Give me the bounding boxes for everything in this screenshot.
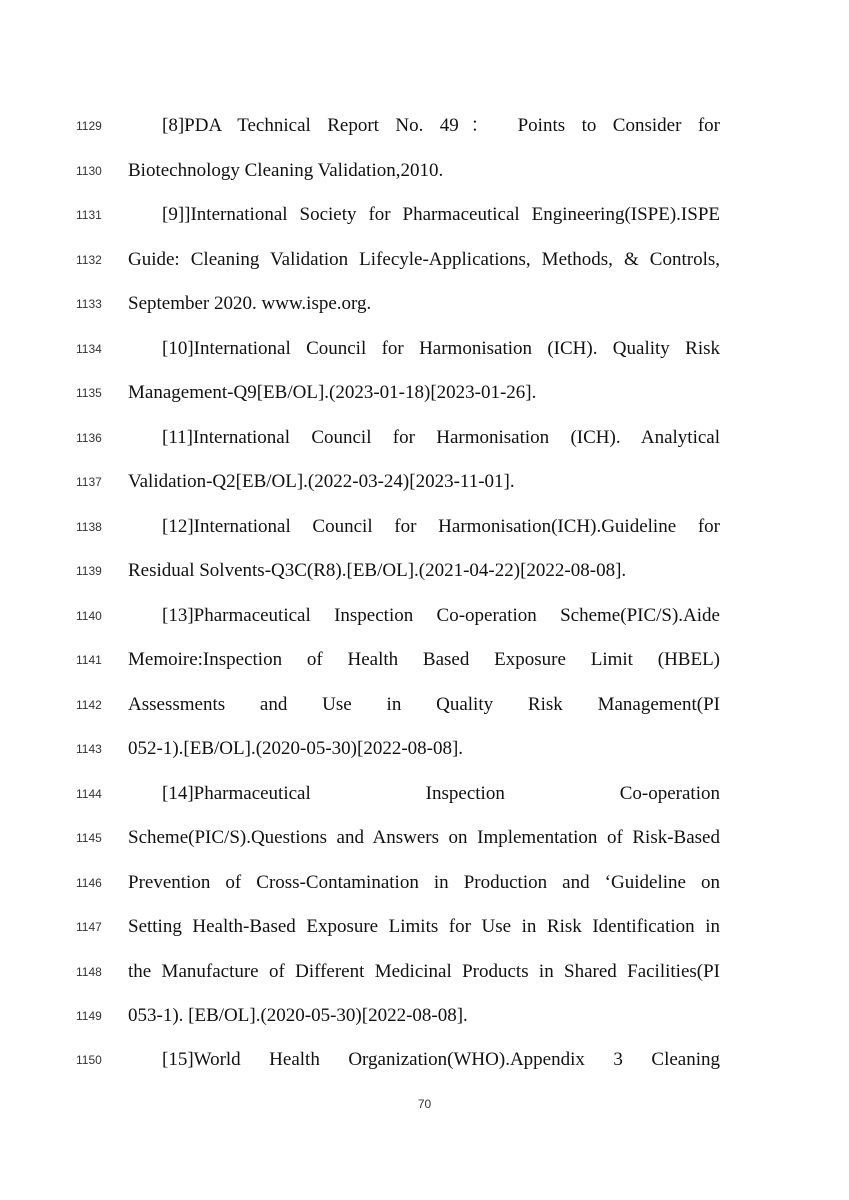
line-text: [10]International Council for Harmonisation (ICH). Quality Risk xyxy=(162,338,720,359)
line-text: Residual Solvents-Q3C(R8).[EB/OL].(2021-04-22)[2022-08-08]. xyxy=(128,560,627,581)
line-number: 1129 xyxy=(76,119,102,133)
line-text: [9]]International Society for Pharmaceutical Engineering(ISPE).ISPE xyxy=(162,204,720,225)
text-line xyxy=(0,513,849,543)
text-line xyxy=(0,201,849,231)
text-line xyxy=(0,335,849,365)
line-number: 1135 xyxy=(76,386,102,400)
text-line xyxy=(0,958,849,988)
text-line xyxy=(0,246,849,276)
line-number: 1142 xyxy=(76,698,102,712)
text-line xyxy=(0,780,849,810)
text-line xyxy=(0,913,849,943)
line-number: 1139 xyxy=(76,564,102,578)
text-line xyxy=(0,468,849,498)
text-line xyxy=(0,112,849,142)
line-number: 1143 xyxy=(76,742,102,756)
text-line xyxy=(0,557,849,587)
line-number: 1140 xyxy=(76,609,102,623)
text-line xyxy=(0,869,849,899)
text-line xyxy=(0,1002,849,1032)
line-text: Biotechnology Cleaning Validation,2010. xyxy=(128,160,444,181)
line-text: [15]World Health Organization(WHO).Appendix 3 Cleaning xyxy=(162,1049,720,1070)
line-number: 1133 xyxy=(76,297,102,311)
line-number: 1136 xyxy=(76,431,102,445)
line-number: 1145 xyxy=(76,831,102,845)
text-line xyxy=(0,157,849,187)
line-text: [12]International Council for Harmonisation(ICH).Guideline for xyxy=(162,516,720,537)
text-line xyxy=(0,1046,849,1076)
line-number: 1130 xyxy=(76,164,102,178)
line-text: [11]International Council for Harmonisation (ICH). Analytical xyxy=(162,427,720,448)
line-text: [14]Pharmaceutical Inspection Co-operation xyxy=(162,783,720,804)
line-text: Management-Q9[EB/OL].(2023-01-18)[2023-01-26]. xyxy=(128,382,537,403)
line-text: Memoire:Inspection of Health Based Exposure Limit (HBEL) xyxy=(128,649,720,670)
line-number: 1146 xyxy=(76,876,102,890)
line-number: 1131 xyxy=(76,208,102,222)
text-line xyxy=(0,424,849,454)
line-text: 053-1). [EB/OL].(2020-05-30)[2022-08-08]. xyxy=(128,1005,468,1026)
text-line xyxy=(0,290,849,320)
line-text: [8]PDA Technical Report No. 49： Points to Consider for xyxy=(162,115,720,136)
line-text: 052-1).[EB/OL].(2020-05-30)[2022-08-08]. xyxy=(128,738,464,759)
text-line xyxy=(0,824,849,854)
line-text: Validation-Q2[EB/OL].(2022-03-24)[2023-11-01]. xyxy=(128,471,515,492)
line-text: Guide: Cleaning Validation Lifecyle-Applications, Methods, & Controls, xyxy=(128,249,720,270)
line-number: 1149 xyxy=(76,1009,102,1023)
text-line xyxy=(0,646,849,676)
line-text: Scheme(PIC/S).Questions and Answers on Implementation of Risk-Based xyxy=(128,827,720,848)
text-line xyxy=(0,602,849,632)
line-text: Assessments and Use in Quality Risk Management(PI xyxy=(128,694,720,715)
line-number: 1137 xyxy=(76,475,102,489)
line-text: the Manufacture of Different Medicinal Products in Shared Facilities(PI xyxy=(128,961,720,982)
line-text: Prevention of Cross-Contamination in Production and ‘Guideline on xyxy=(128,872,720,893)
line-number: 1132 xyxy=(76,253,102,267)
text-line xyxy=(0,691,849,721)
line-number: 1150 xyxy=(76,1053,102,1067)
line-number: 1138 xyxy=(76,520,102,534)
line-number: 1141 xyxy=(76,653,102,667)
line-text: Setting Health-Based Exposure Limits for Use in Risk Identification in xyxy=(128,916,720,937)
line-text: September 2020. www.ispe.org. xyxy=(128,293,372,314)
line-number: 1147 xyxy=(76,920,102,934)
line-number: 1148 xyxy=(76,965,102,979)
line-number: 1144 xyxy=(76,787,102,801)
page-number: 70 xyxy=(417,1097,432,1111)
line-text: [13]Pharmaceutical Inspection Co-operation Scheme(PIC/S).Aide xyxy=(162,605,720,626)
text-line xyxy=(0,735,849,765)
text-line xyxy=(0,379,849,409)
line-number: 1134 xyxy=(76,342,102,356)
